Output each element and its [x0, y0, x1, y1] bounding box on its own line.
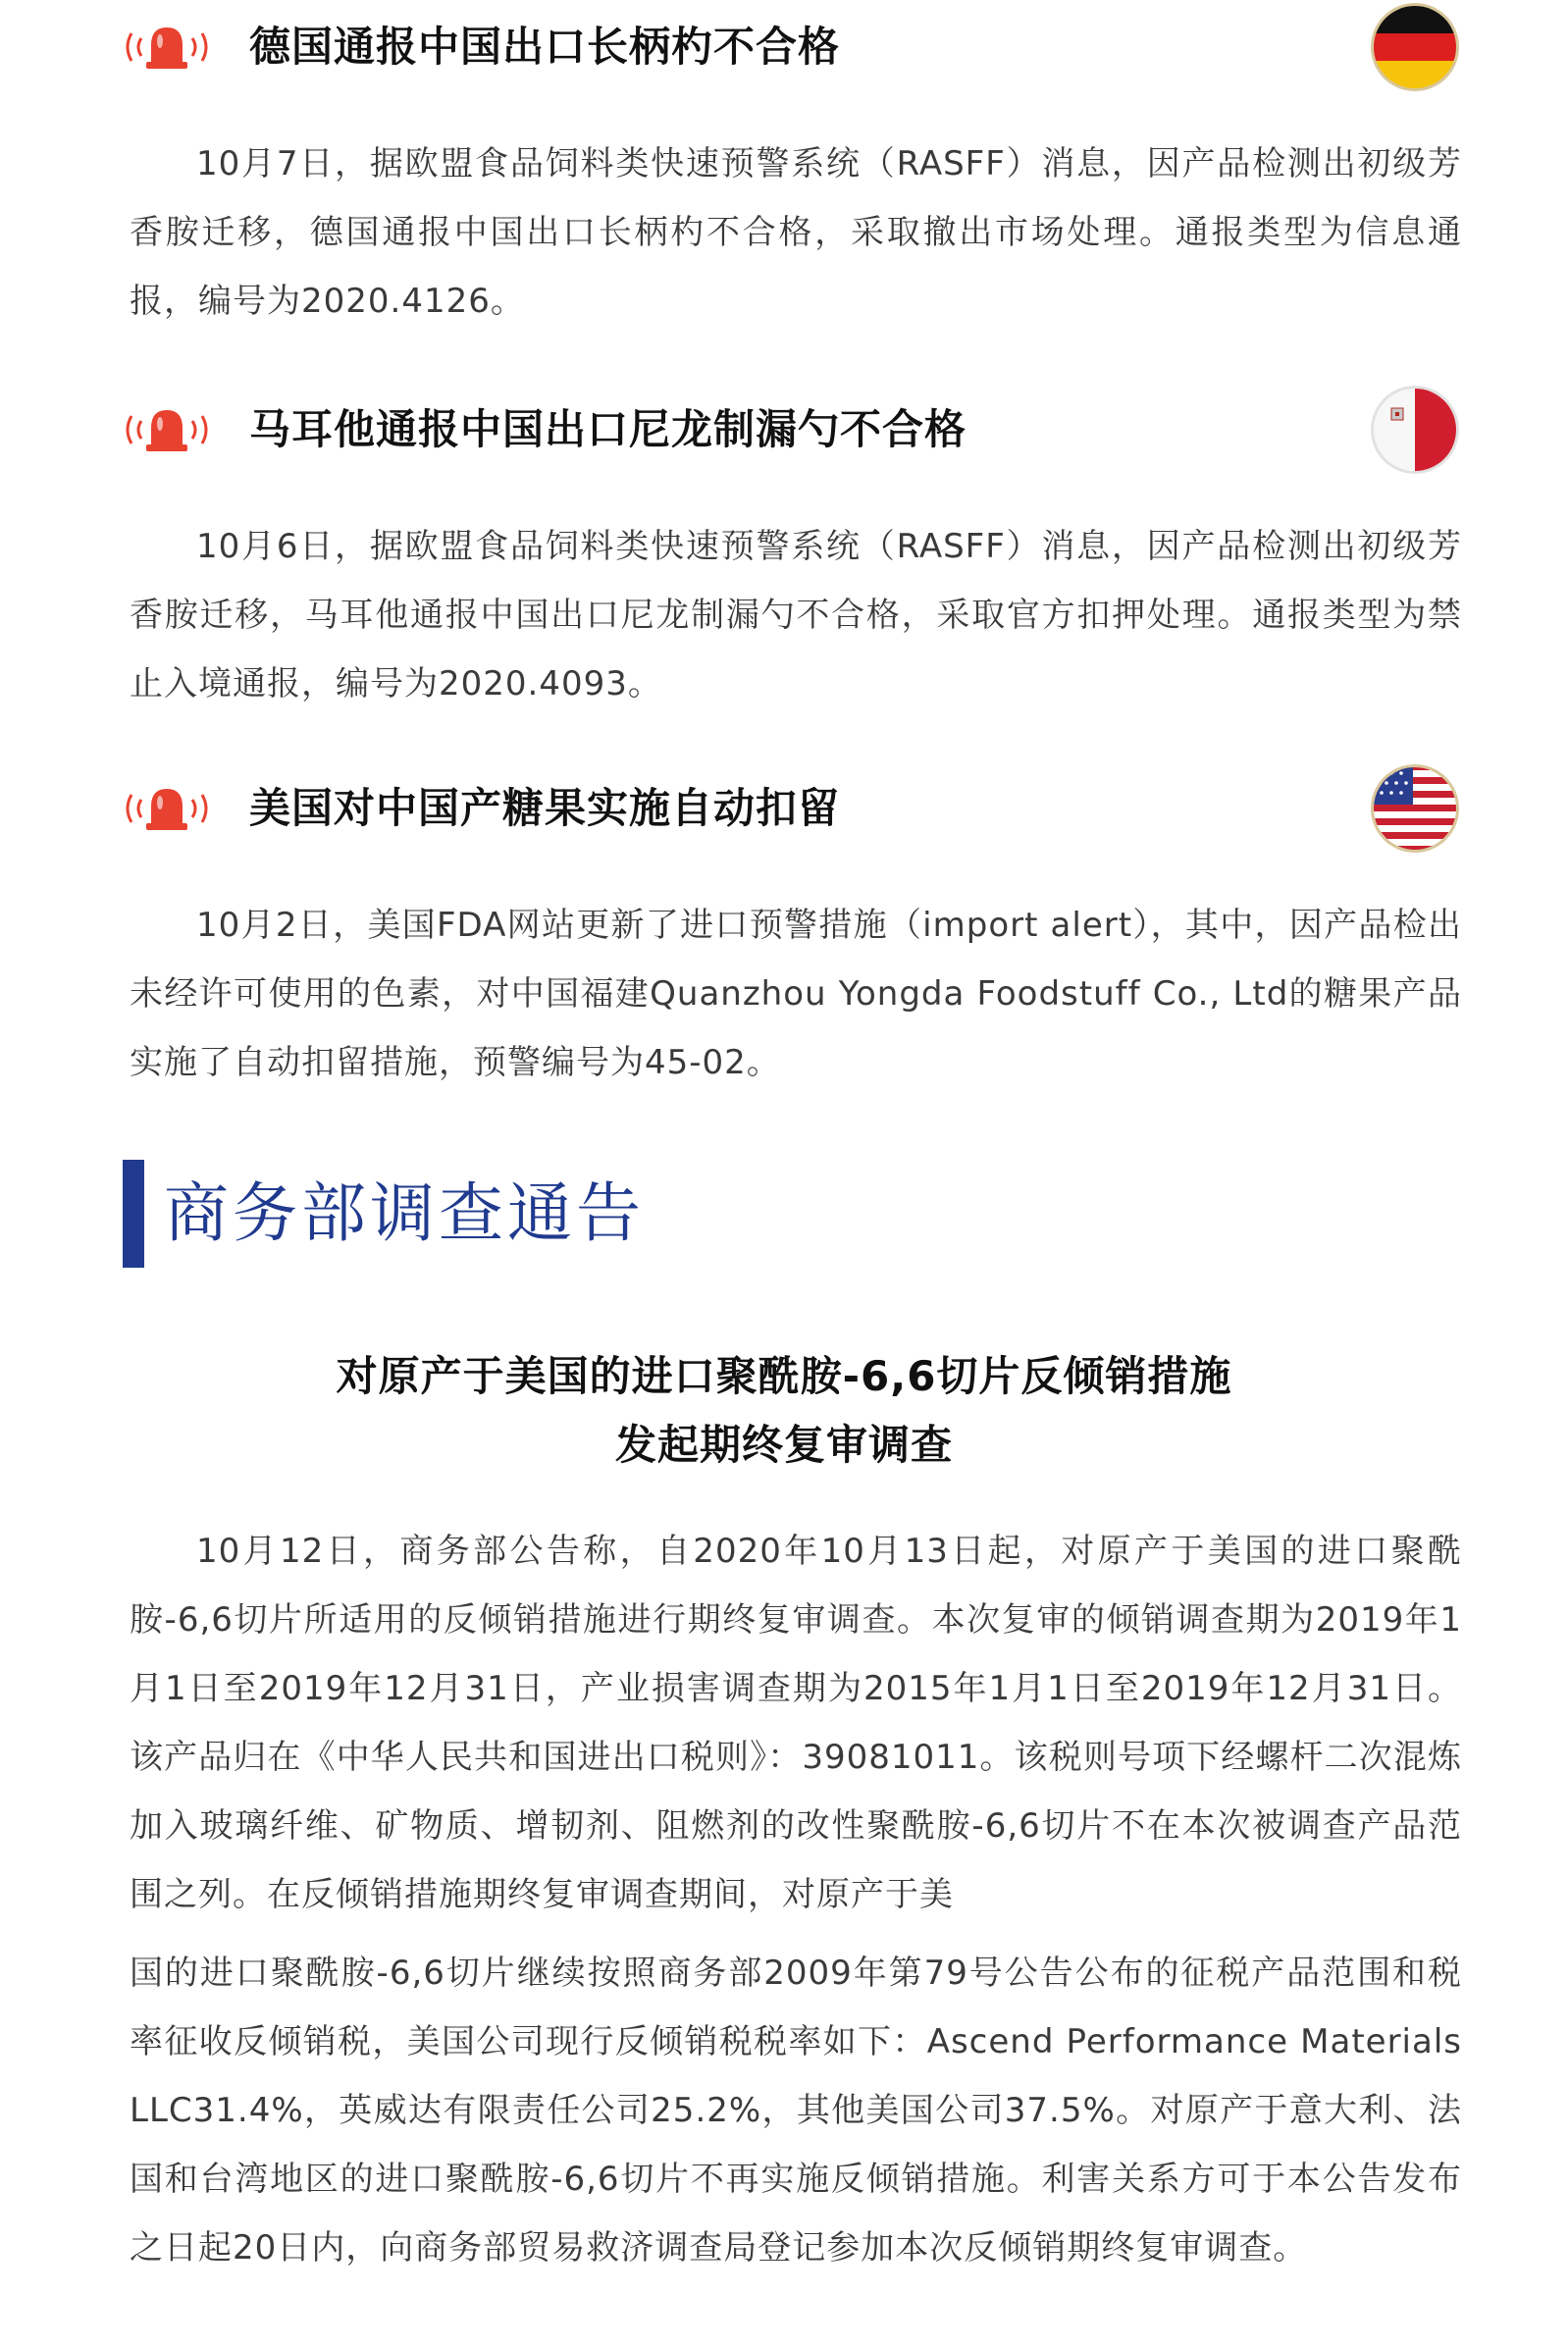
notice-header [118, 0, 1452, 94]
notice-usa [0, 761, 1568, 1085]
section-accent-bar [123, 1160, 144, 1268]
notice-title: 马耳他通报中国出口尼龙制漏勺不合格 [249, 405, 967, 453]
article-title-line2: 发起期终复审调查 [614, 1421, 953, 1469]
notice-body: 10月7日，据欧盟食品饲料类快速预警系统（RASFF）消息，因产品检测出初级芳香胺迁移，德国通报中国出口长柄杓不合格，采取撤出市场处理。通报类型为信息通报，编号为2020.4126。 [130, 144, 1462, 321]
alarm-bell-icon [118, 402, 216, 457]
article-paragraph-2: 国的进口聚酰胺-6,6切片继续按照商务部2009年第79号公告公布的征税产品范围和税率征收反倾销税，美国公司现行反倾销税税率如下：Ascend Performance Materials LLC31.4%，英威达有限责任公司25.2%，其他美国公司37.5%。对原产于意大利、法国和台湾地区的进口聚酰胺-6,6切片不再实施反倾销措施。利害关系方可于本公告发布之日起20日内，向商务部贸易救济调查局登记参加本次反倾销期终复审调查。 [130, 1954, 1462, 2268]
notice-header [118, 383, 1452, 477]
germany-flag-icon [1370, 2, 1460, 92]
notice-header [118, 761, 1452, 856]
notice-body: 10月6日，据欧盟食品饲料类快速预警系统（RASFF）消息，因产品检测出初级芳香胺迁移，马耳他通报中国出口尼龙制漏勺不合格，采取官方扣押处理。通报类型为禁止入境通报，编号为2020.4093。 [130, 527, 1462, 704]
notice-malta [0, 383, 1568, 706]
section-heading [123, 1160, 1104, 1268]
section-title: 商务部调查通告 [164, 1175, 645, 1251]
usa-flag-icon [1370, 763, 1460, 854]
article-paragraph-1: 10月12日，商务部公告称，自2020年10月13日起，对原产于美国的进口聚酰胺-6,6切片所适用的反倾销措施进行期终复审调查。本次复审的倾销调查期为2019年1月1日至2019年12月31日，产业损害调查期为2015年1月1日至2019年12月31日。该产品归在《中华人民共和国进出口税则》：39081011。该税则号项下经螺杆二次混炼加入玻璃纤维、矿物质、增韧剂、阻燃剂的改性聚酰胺-6,6切片不在本次被调查产品范围之列。在反倾销措施期终复审调查期间，对原产于美 [130, 1532, 1462, 1914]
article-title-line1: 对原产于美国的进口聚酰胺-6,6切片反倾销措施 [336, 1352, 1232, 1400]
notice-body: 10月2日，美国FDA网站更新了进口预警措施（import alert），其中，因产品检出未经许可使用的色素，对中国福建Quanzhou Yongda Foodstuff Co., Ltd的糖果产品实施了自动扣留措施，预警编号为45-02。 [130, 906, 1462, 1082]
alarm-bell-icon [118, 781, 216, 836]
notice-title: 德国通报中国出口长柄杓不合格 [249, 23, 841, 71]
notice-germany [0, 0, 1568, 324]
notice-title: 美国对中国产糖果实施自动扣留 [249, 784, 841, 832]
malta-flag-icon [1370, 385, 1460, 475]
alarm-bell-icon [118, 20, 216, 75]
